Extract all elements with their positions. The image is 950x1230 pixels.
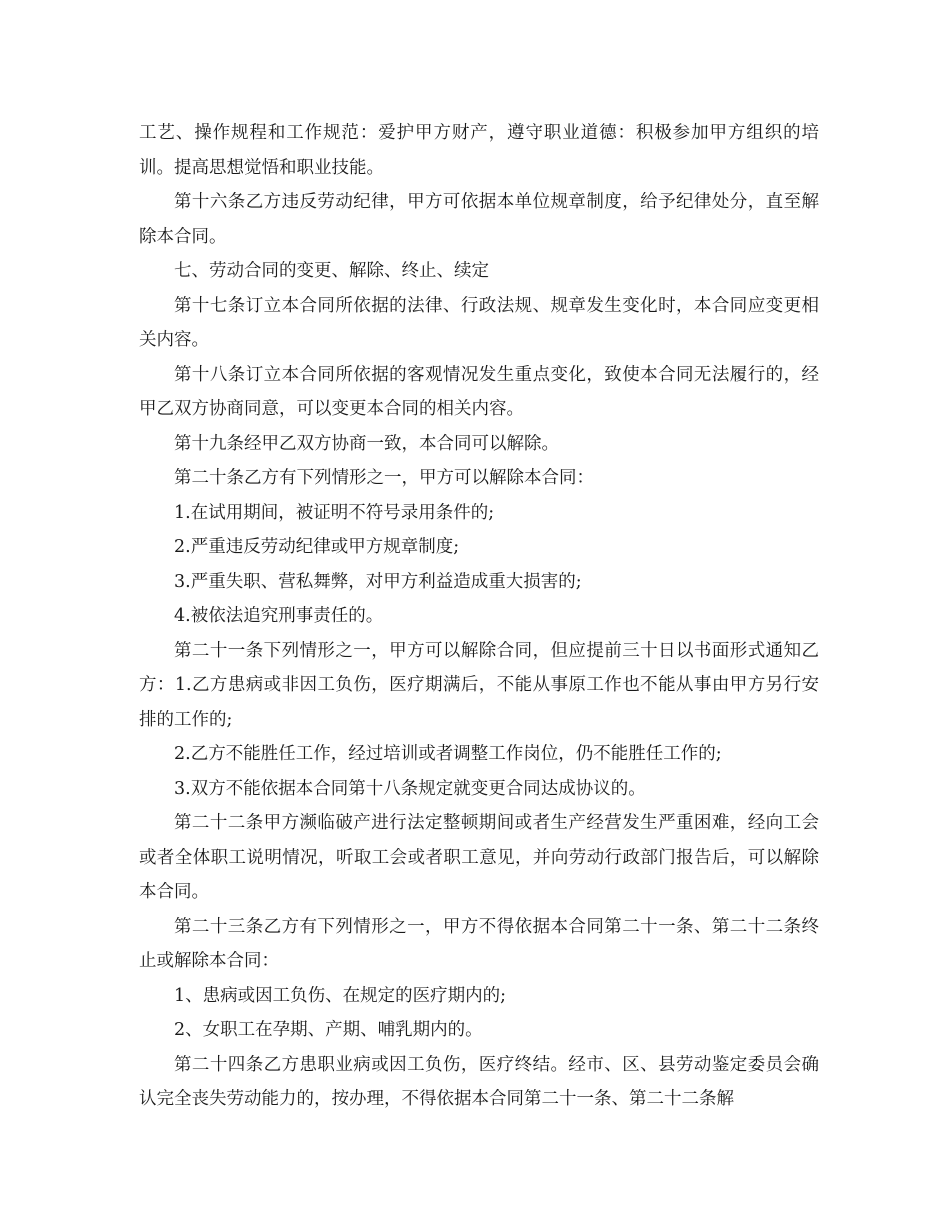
list-item: 3.双方不能依据本合同第十八条规定就变更合同达成协议的。: [174, 778, 646, 799]
list-item: 1、患病或因工负伤、在规定的医疗期内的;: [174, 985, 507, 1006]
paragraph: 第二十二条甲方濒临破产进行法定整顿期间或者生产经营发生严重困难，经向工会或者全体职工说明情况，听取工会或者职工意见，并向劳动行政部门报告后，可以解除本合同。: [139, 813, 819, 902]
section-heading: 七、劳动合同的变更、解除、终止、续定: [174, 261, 489, 281]
paragraph: 第二十条乙方有下列情形之一，甲方可以解除本合同：: [174, 468, 594, 488]
paragraph: 第二十一条下列情形之一，甲方可以解除合同，但应提前三十日以书面形式通知乙方：1.乙方患病或非因工负伤，医疗期满后，不能从事原工作也不能从事由甲方另行安排的工作的;: [139, 640, 819, 730]
paragraph: 第二十四条乙方患职业病或因工负伤，医疗终结。经市、区、县劳动鉴定委员会确认完全丧失劳动能力的，按办理，不得依据本合同第二十一条、第二十二条解: [139, 1054, 819, 1109]
paragraph: 第十六条乙方违反劳动纪律，甲方可依据本单位规章制度，给予纪律处分，直至解除本合同。: [139, 192, 819, 247]
list-item: 2.严重违反劳动纪律或甲方规章制度;: [174, 537, 460, 557]
paragraph: 工艺、操作规程和工作规范：爱护甲方财产，遵守职业道德：积极参加甲方组织的培训。提高思想觉悟和职业技能。: [139, 123, 819, 178]
list-item: 2.乙方不能胜任工作，经过培训或者调整工作岗位，仍不能胜任工作的;: [174, 744, 722, 764]
paragraph: 第二十三条乙方有下列情形之一，甲方不得依据本合同第二十一条、第二十二条终止或解除本合同：: [139, 916, 819, 971]
list-item: 4.被依法追究刑事责任的。: [174, 606, 384, 626]
list-item: 3.严重失职、营私舞弊，对甲方利益造成重大损害的;: [174, 571, 582, 592]
list-item: 2、女职工在孕期、产期、哺乳期内的。: [174, 1020, 483, 1040]
paragraph: 第十七条订立本合同所依据的法律、行政法规、规章发生变化时，本合同应变更相关内容。: [139, 295, 819, 350]
document-body: [139, 116, 819, 1117]
list-item: 1.在试用期间，被证明不符号录用条件的;: [174, 502, 495, 523]
paragraph: 第十八条订立本合同所依据的客观情况发生重点变化，致使本合同无法履行的，经甲乙双方协商同意，可以变更本合同的相关内容。: [139, 364, 819, 419]
paragraph: 第十九条经甲乙双方协商一致，本合同可以解除。: [174, 433, 559, 454]
